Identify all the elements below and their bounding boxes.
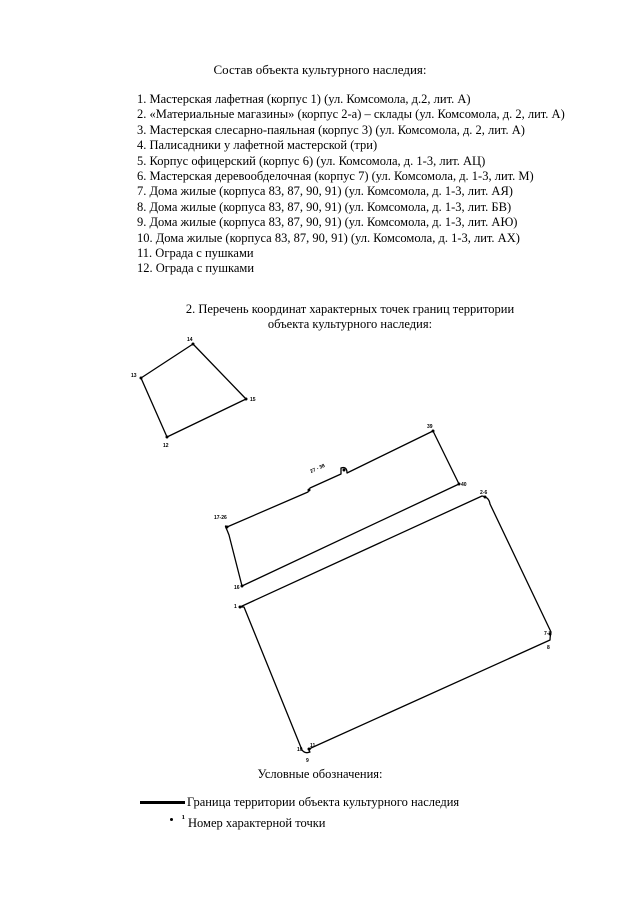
point-label-39: 39: [427, 424, 433, 430]
point-label-10: 10: [297, 747, 303, 753]
point-marker: [343, 469, 346, 472]
point-label-12: 12: [163, 443, 169, 449]
point-label-13: 13: [131, 373, 137, 379]
point-marker: [245, 398, 248, 401]
legend-title: Условные обозначения:: [257, 767, 383, 781]
list-item: 3. Мастерская слесарно-паяльная (корпус 3) (ул. Комсомола, д. 2, лит. А): [137, 122, 525, 137]
point-number-symbol-text: ¹: [181, 813, 186, 825]
point-dot-icon: [170, 818, 173, 821]
point-label-7-8: 7-8: [544, 631, 552, 637]
point-marker: [226, 526, 229, 529]
list-item: 2. «Материальные магазины» (корпус 2-а) – склады (ул. Комсомола, д. 2, лит. А): [137, 107, 565, 122]
list-item: 8. Дома жилые (корпуса 83, 87, 90, 91) (ул. Комсомола, д. 1-3, лит. БВ): [137, 199, 512, 214]
boundary-polygon-16-40: [226, 431, 460, 586]
point-label-2-6: 2-6: [480, 490, 488, 496]
list-item: 9. Дома жилые (корпуса 83, 87, 90, 91) (ул. Комсомола, д. 1-3, лит. АЮ): [137, 215, 518, 230]
point-label-27-38: 27 - 38: [309, 463, 327, 475]
section-2-heading-line-2: объекта культурного наследия:: [267, 317, 433, 331]
boundary-polygon-1-11: [240, 496, 551, 753]
list-item: 5. Корпус офицерский (корпус 6) (ул. Комсомола, д. 1-3, лит. АЦ): [137, 153, 486, 168]
legend-boundary-label: Граница территории объекта культурного наследия: [187, 795, 460, 809]
legend-point-label: Номер характерной точки: [188, 816, 326, 830]
point-label-40: 40: [461, 482, 467, 488]
point-marker: [166, 436, 169, 439]
list-item: 1. Мастерская лафетная (корпус 1) (ул. Комсомола, д.2, лит. А): [137, 92, 471, 106]
point-label-9: 9: [306, 758, 309, 764]
boundary-line-symbol: [140, 801, 185, 804]
list-item: 7. Дома жилые (корпуса 83, 87, 90, 91) (ул. Комсомола, д. 1-3, лит. АЯ): [137, 184, 513, 199]
point-label-8: 8: [547, 645, 550, 651]
list-item: 11. Ограда с пушками: [137, 245, 254, 260]
point-label-14: 14: [187, 337, 193, 343]
point-label-11: 11: [310, 743, 316, 749]
point-label-17-26: 17-26: [214, 515, 227, 521]
point-label-16: 16: [234, 585, 240, 591]
point-marker: [308, 489, 311, 492]
point-label-15: 15: [250, 397, 256, 403]
document-title: Состав объекта культурного наследия:: [213, 62, 427, 77]
section-2-heading-line-1: 2. Перечень координат характерных точек границ территории: [185, 302, 515, 316]
point-marker: [140, 377, 143, 380]
list-item: 6. Мастерская деревообделочная (корпус 7) (ул. Комсомола, д. 1-3, лит. М): [137, 168, 534, 183]
list-item: 4. Палисадники у лафетной мастерской (три): [137, 138, 378, 153]
boundary-polygon-12-15: [141, 344, 246, 437]
point-label-1: 1: [234, 604, 237, 610]
point-number-symbol: [170, 813, 185, 825]
point-marker: [241, 585, 244, 588]
point-marker: [239, 606, 242, 609]
list-item: 12. Ограда с пушками: [137, 261, 255, 276]
list-item: 10. Дома жилые (корпуса 83, 87, 90, 91) (ул. Комсомола, д. 1-3, лит. АХ): [137, 230, 520, 245]
